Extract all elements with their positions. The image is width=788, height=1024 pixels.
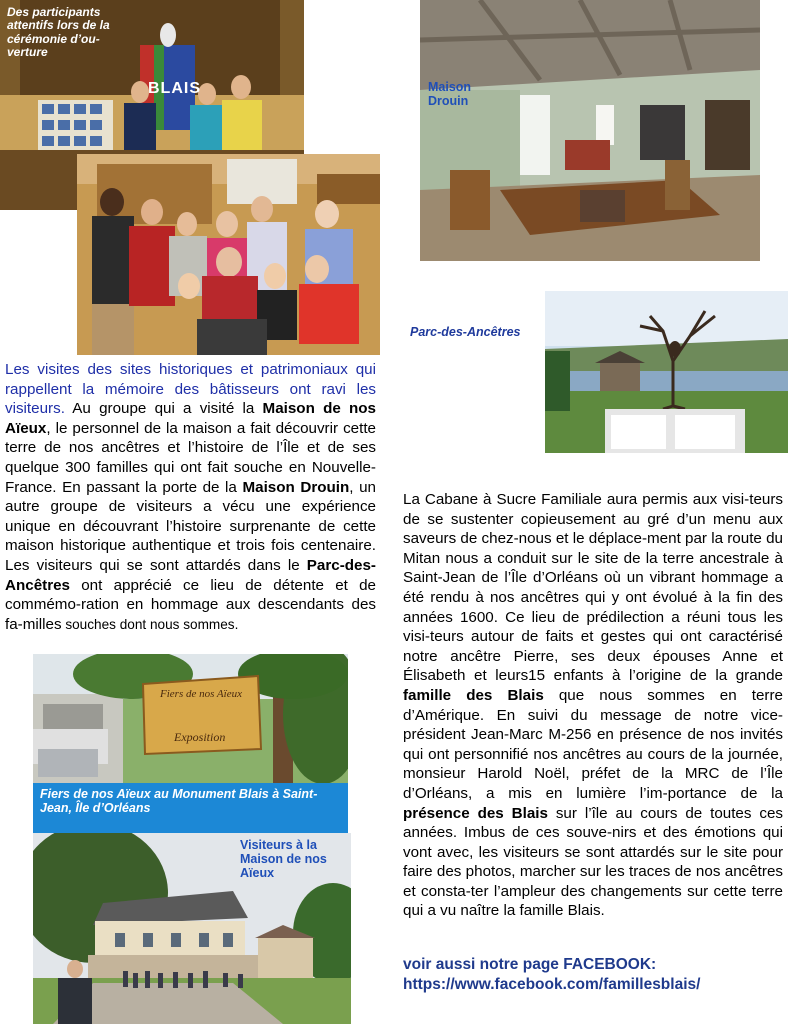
maison-drouin-photo bbox=[420, 0, 760, 261]
presence-blais-bold: présence des Blais bbox=[403, 804, 548, 822]
parc-ancetres-bold: Parc-des-Ancêtres bbox=[5, 556, 376, 594]
wood-sign-line2: Exposition bbox=[174, 730, 226, 744]
banner-text: BLAIS bbox=[148, 80, 201, 97]
famille-blais-bold: famille des Blais bbox=[403, 686, 544, 704]
drouin-caption: Maison Drouin bbox=[428, 80, 472, 108]
right-p2: que nous sommes en terre d’Amérique. En suivi du message de notre vice-président Jean-Marc M-256 en présence de nos invités qui ont personnifié nos ancêtres au cours de la journée, monsieur Harold Noël, préfet de la MRC de l’Île d’Orléans, a mis en lumière l’im-portance de la bbox=[403, 686, 783, 802]
fiers-aieux-photo bbox=[33, 654, 348, 784]
parc-ancetres-photo bbox=[545, 291, 788, 453]
wood-sign-line1: Fiers de nos Aïeux bbox=[160, 688, 242, 700]
facebook-block bbox=[403, 955, 773, 995]
visiteurs-caption: Visiteurs à la Maison de nos Aïeux bbox=[240, 838, 327, 880]
left-p1: Au groupe qui a visité la bbox=[64, 400, 263, 418]
left-p2: , le personnel de la maison a fait découvrir cette terre de nos ancêtres et l’histoire de l’Île et de ses quelque 300 familles qui ont fait souche en Nouvelle-France. En passant la porte de la bbox=[5, 419, 376, 496]
facebook-label: voir aussi notre page FACEBOOK: bbox=[403, 956, 657, 973]
right-p3: sur l’île au cours de toutes ces années. Imbus de ces souve-nirs et des émotions qui vont avec, les visiteurs se sont attardés sur le site pour faire des photos, marcher sur les traces de nos ancêtres et consta-ter l’ampleur des changements sur cette terre qui a vu naître la famille Blais. bbox=[403, 804, 783, 920]
facebook-link[interactable]: https://www.facebook.com/famillesblais/ bbox=[403, 976, 701, 993]
left-p4: ont apprécié ce lieu de détente et de commémo-ration en hommage aux descendants des fa-milles bbox=[5, 576, 376, 633]
maison-drouin-bold: Maison Drouin bbox=[242, 478, 350, 496]
ceremony-caption: Des participants attentifs lors de la cérémonie d’ou-verture bbox=[7, 5, 110, 60]
left-p5: souches dont nous sommes. bbox=[61, 616, 239, 632]
left-p3: , un autre groupe de visiteurs a vécu une expérience unique en découvrant l’histoire surprenante de cette maison historique authentique et trois fois centenaire. Les visiteurs qui se sont attardés dans le bbox=[5, 478, 376, 574]
maison-aieux-bold: Maison de nos Aïeux bbox=[5, 400, 377, 437]
right-p1: La Cabane à Sucre Familiale aura permis aux visi-teurs de se sustenter copieusement au gré d’un menu aux saveurs de chez-nous et le déplace-ment par la route du Mitan nous a conduit sur le site de la terre ancestrale à Saint-Jean de l’Île d’Orléans où un vibrant hommage a été rendu à nos ancêtres qui y ont évolué à la fin des années 1600. Ce lieu de prédilection a réuni tous les visi-teurs autour de faits et gestes qui ont caractérisé notre ancêtre Pierre, ses deux épouses Anne et Élisabeth et leurs15 enfants à l’origine de la grande bbox=[403, 491, 783, 685]
fiers-caption: Fiers de nos Aïeux au Monument Blais à Saint-Jean, Île d’Orléans bbox=[40, 787, 318, 815]
intro-blue-text: Les visites des sites historiques et patrimoniaux qui rappellent la mémoire des bâtisseurs ont ravi les visiteurs. bbox=[5, 361, 376, 418]
left-article-text bbox=[5, 360, 376, 634]
group-photo bbox=[77, 154, 380, 355]
ancetres-caption: Parc-des-Ancêtres bbox=[410, 325, 521, 339]
right-article-text bbox=[403, 490, 783, 921]
